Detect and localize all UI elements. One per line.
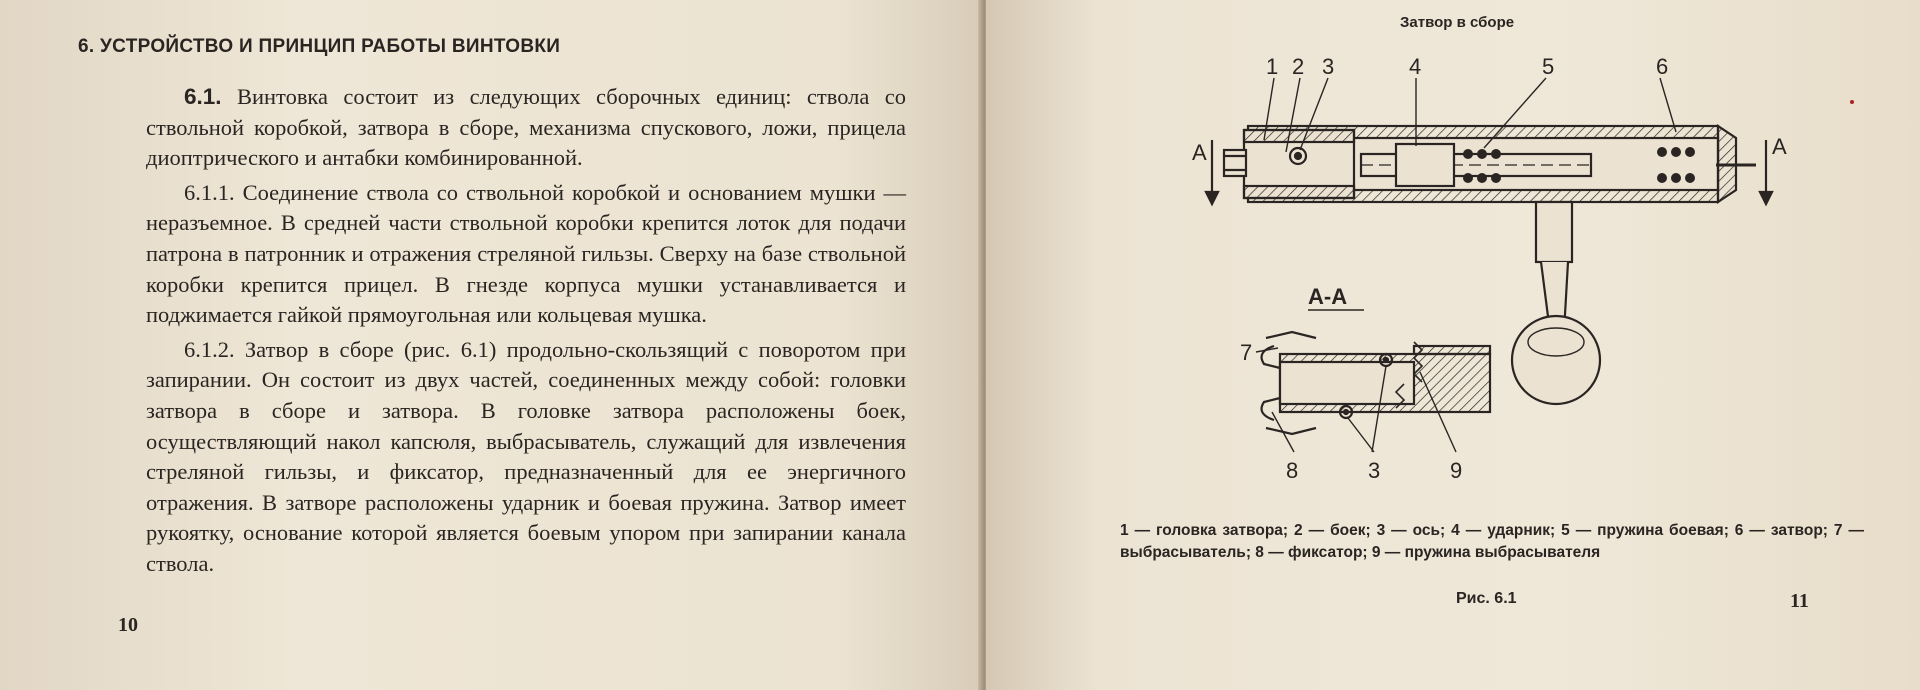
callout-8: 8 xyxy=(1286,458,1299,483)
cut-label-left: А xyxy=(1192,140,1207,165)
page-number-right: 11 xyxy=(1790,590,1809,612)
callout-7: 7 xyxy=(1240,340,1253,365)
paragraph-number: 6.1. xyxy=(184,84,222,109)
paragraph-text: 6.1.1. Соединение ствола со ствольной коробкой и основанием мушки — неразъемное. В средней части ствольной коробки крепится лоток для подачи патрона в патронник и отражения стреляной гильзы. Сверху на базе ствольной коробки крепится прицел. В гнезде корпуса мушки устанавливается и поджимается гайкой прямоугольная или кольцевая мушка. xyxy=(146,179,906,328)
paragraph-6-1 xyxy=(146,82,906,174)
callout-9: 9 xyxy=(1450,458,1463,483)
paragraph-6-1-2 xyxy=(146,335,906,580)
figure-legend: 1 — головка затвора; 2 — боек; 3 — ось; 4 — ударник; 5 — пружина боевая; 6 — затвор; 7 — выбрасыватель; 8 — фиксатор; 9 — пружина выбрасывателя xyxy=(1120,522,1864,561)
callout-5: 5 xyxy=(1542,54,1555,79)
paragraph-text: 6.1.2. Затвор в сборе (рис. 6.1) продольно-скользящий с поворотом при запирании. Он состоит из двух частей, соединенных между собой: головки затвора в сборе и затвора. В головке затвора расположены боек, осуществляющий накол капсюля, выбрасыватель, служащий для извлечения стреляной гильзы, и фиксатор, предназначенный для ее энергичного отражения. В затворе расположены ударник и боевая пружина. Затвор имеет рукоятку, основание которой является боевым упором при запирании канала ствола. xyxy=(146,336,906,576)
figure-title: Затвор в сборе xyxy=(1400,14,1515,31)
paragraph-text: Винтовка состоит из следующих сборочных единиц: ствола со ствольной коробкой, затвора в сборе, механизма спускового, ложи, прицела диоптрического и антабки комбинированной. xyxy=(146,84,907,171)
callout-3-lower: 3 xyxy=(1368,458,1381,483)
bolt-head-section xyxy=(1262,332,1490,434)
callout-4: 4 xyxy=(1409,54,1422,79)
paragraph-6-1-1 xyxy=(146,178,906,331)
callout-2: 2 xyxy=(1292,54,1305,79)
callout-3: 3 xyxy=(1322,54,1335,79)
ink-mark xyxy=(1850,100,1854,104)
page-number-left: 10 xyxy=(118,614,138,636)
body-text xyxy=(146,82,906,584)
cut-label-right: А xyxy=(1772,134,1787,159)
callout-6: 6 xyxy=(1656,54,1669,79)
section-label: А-А xyxy=(1308,284,1348,309)
section-title: 6. УСТРОЙСТВО И ПРИНЦИП РАБОТЫ ВИНТОВКИ xyxy=(78,36,561,57)
callout-1: 1 xyxy=(1266,54,1279,79)
bolt-assembly-diagram xyxy=(1016,42,1876,512)
figure-caption: Рис. 6.1 xyxy=(1456,590,1517,607)
callout-numbers-top xyxy=(1266,54,1668,79)
